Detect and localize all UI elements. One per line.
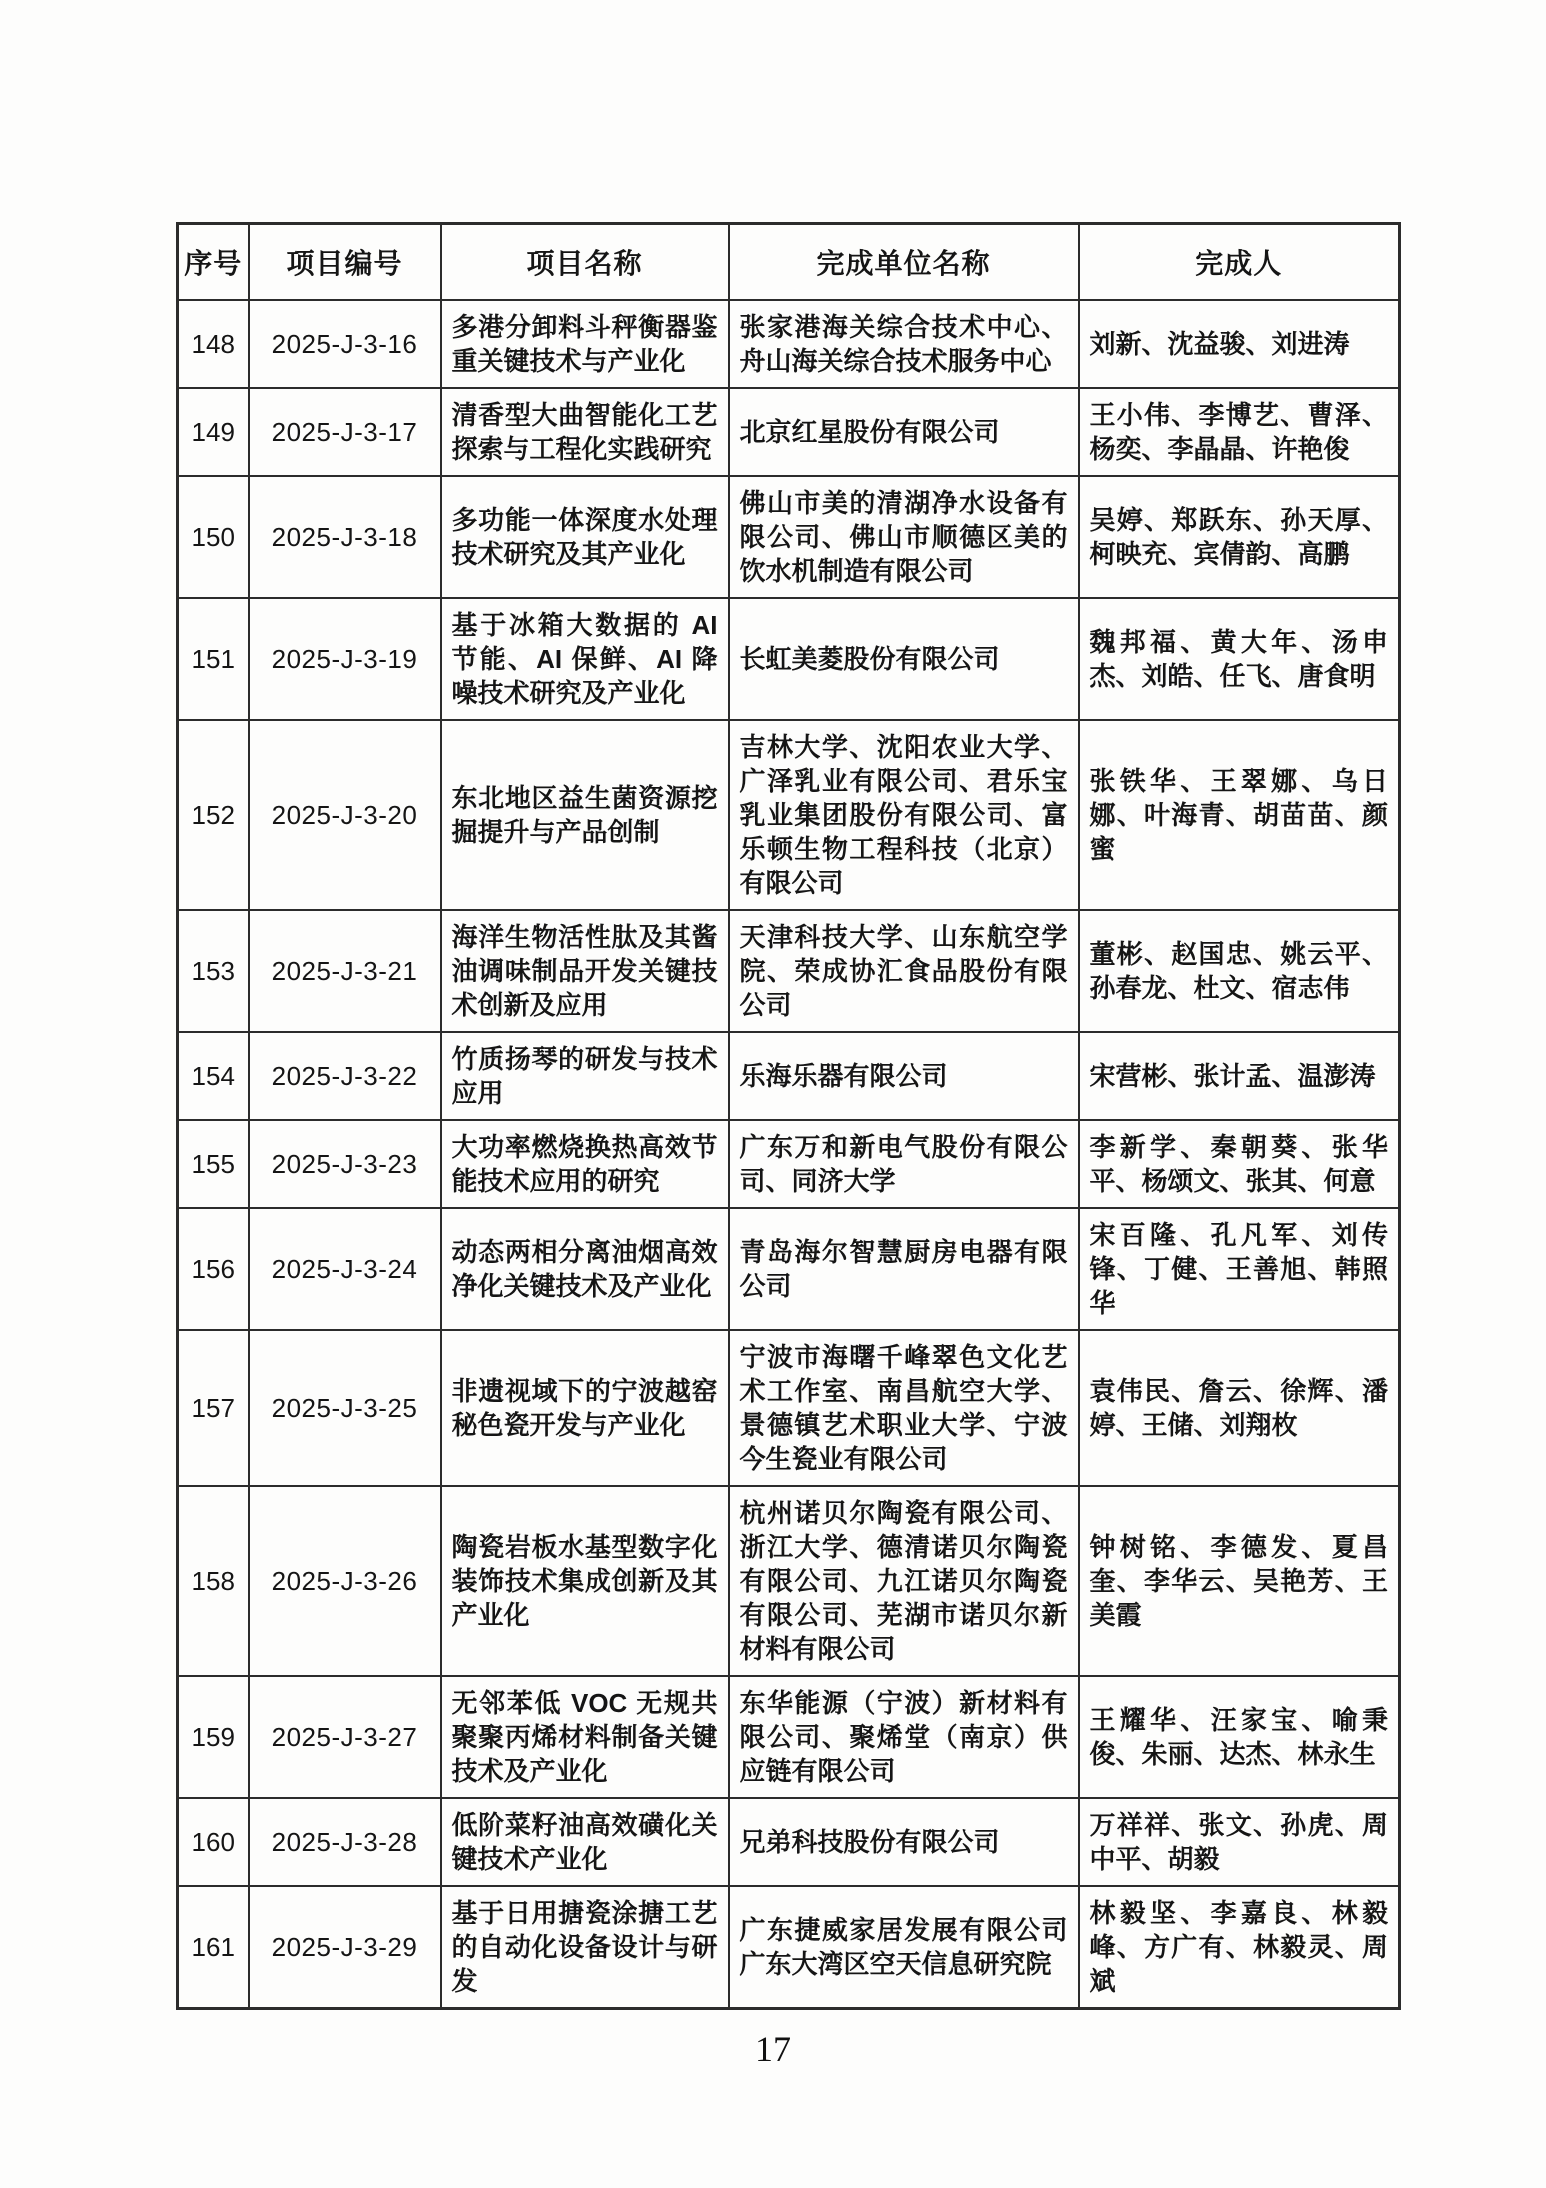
cell-code: 2025-J-3-28 <box>249 1798 441 1886</box>
cell-people: 董彬、赵国忠、姚云平、孙春龙、杜文、宿志伟 <box>1079 910 1400 1032</box>
cell-people: 魏邦福、黄大年、汤申杰、刘皓、任飞、唐食明 <box>1079 598 1400 720</box>
cell-name: 东北地区益生菌资源挖掘提升与产品创制 <box>441 720 729 910</box>
cell-code: 2025-J-3-25 <box>249 1330 441 1486</box>
cell-code: 2025-J-3-22 <box>249 1032 441 1120</box>
cell-org: 广东捷威家居发展有限公司广东大湾区空天信息研究院 <box>729 1886 1079 2009</box>
cell-people: 钟树铭、李德发、夏昌奎、李华云、吴艳芳、王美霞 <box>1079 1486 1400 1676</box>
page-number: 17 <box>755 2029 791 2069</box>
cell-people: 李新学、秦朝葵、张华平、杨颂文、张其、何意 <box>1079 1120 1400 1208</box>
cell-name: 陶瓷岩板水基型数字化装饰技术集成创新及其产业化 <box>441 1486 729 1676</box>
cell-seq: 149 <box>178 388 249 476</box>
cell-name: 竹质扬琴的研发与技术应用 <box>441 1032 729 1120</box>
cell-seq: 150 <box>178 476 249 598</box>
table-row <box>178 388 1400 476</box>
cell-code: 2025-J-3-20 <box>249 720 441 910</box>
cell-seq: 159 <box>178 1676 249 1798</box>
column-header-org: 完成单位名称 <box>729 224 1079 301</box>
cell-code: 2025-J-3-18 <box>249 476 441 598</box>
cell-name: 基于冰箱大数据的 AI 节能、AI 保鲜、AI 降噪技术研究及产业化 <box>441 598 729 720</box>
cell-code: 2025-J-3-27 <box>249 1676 441 1798</box>
cell-org: 广东万和新电气股份有限公司、同济大学 <box>729 1120 1079 1208</box>
table-row <box>178 910 1400 1032</box>
cell-seq: 158 <box>178 1486 249 1676</box>
cell-code: 2025-J-3-17 <box>249 388 441 476</box>
table-row <box>178 1330 1400 1486</box>
cell-name: 多港分卸料斗秤衡器鉴重关键技术与产业化 <box>441 300 729 388</box>
cell-seq: 148 <box>178 300 249 388</box>
cell-people: 万祥祥、张文、孙虎、周中平、胡毅 <box>1079 1798 1400 1886</box>
cell-people: 王耀华、汪家宝、喻秉俊、朱丽、达杰、林永生 <box>1079 1676 1400 1798</box>
table-row <box>178 1486 1400 1676</box>
cell-name: 海洋生物活性肽及其酱油调味制品开发关键技术创新及应用 <box>441 910 729 1032</box>
cell-seq: 154 <box>178 1032 249 1120</box>
cell-org: 天津科技大学、山东航空学院、荣成协汇食品股份有限公司 <box>729 910 1079 1032</box>
cell-people: 张铁华、王翠娜、乌日娜、叶海青、胡苗苗、颜蜜 <box>1079 720 1400 910</box>
table-row <box>178 1032 1400 1120</box>
cell-seq: 155 <box>178 1120 249 1208</box>
cell-code: 2025-J-3-21 <box>249 910 441 1032</box>
cell-people: 吴婷、郑跃东、孙天厚、柯映充、宾倩韵、高鹏 <box>1079 476 1400 598</box>
table-row <box>178 300 1400 388</box>
cell-name: 基于日用搪瓷涂搪工艺的自动化设备设计与研发 <box>441 1886 729 2009</box>
cell-people: 林毅坚、李嘉良、林毅峰、方广有、林毅灵、周斌 <box>1079 1886 1400 2009</box>
cell-seq: 151 <box>178 598 249 720</box>
cell-name: 动态两相分离油烟高效净化关键技术及产业化 <box>441 1208 729 1330</box>
cell-org: 青岛海尔智慧厨房电器有限公司 <box>729 1208 1079 1330</box>
cell-seq: 157 <box>178 1330 249 1486</box>
cell-people: 袁伟民、詹云、徐辉、潘婷、王储、刘翔枚 <box>1079 1330 1400 1486</box>
table-row <box>178 720 1400 910</box>
cell-code: 2025-J-3-29 <box>249 1886 441 2009</box>
table-row <box>178 1886 1400 2009</box>
cell-seq: 161 <box>178 1886 249 2009</box>
cell-seq: 156 <box>178 1208 249 1330</box>
awards-table <box>176 222 1401 2010</box>
table-row <box>178 1208 1400 1330</box>
cell-code: 2025-J-3-26 <box>249 1486 441 1676</box>
cell-code: 2025-J-3-23 <box>249 1120 441 1208</box>
table-header-row <box>178 224 1400 301</box>
cell-name: 多功能一体深度水处理技术研究及其产业化 <box>441 476 729 598</box>
cell-seq: 160 <box>178 1798 249 1886</box>
cell-people: 王小伟、李博艺、曹泽、杨奕、李晶晶、许艳俊 <box>1079 388 1400 476</box>
column-header-name: 项目名称 <box>441 224 729 301</box>
cell-name: 低阶菜籽油高效磺化关键技术产业化 <box>441 1798 729 1886</box>
cell-org: 宁波市海曙千峰翠色文化艺术工作室、南昌航空大学、景德镇艺术职业大学、宁波今生瓷业有限公司 <box>729 1330 1079 1486</box>
cell-org: 长虹美菱股份有限公司 <box>729 598 1079 720</box>
cell-people: 宋营彬、张计孟、温澎涛 <box>1079 1032 1400 1120</box>
cell-name: 大功率燃烧换热高效节能技术应用的研究 <box>441 1120 729 1208</box>
cell-org: 兄弟科技股份有限公司 <box>729 1798 1079 1886</box>
cell-seq: 152 <box>178 720 249 910</box>
cell-name: 清香型大曲智能化工艺探索与工程化实践研究 <box>441 388 729 476</box>
cell-people: 刘新、沈益骏、刘进涛 <box>1079 300 1400 388</box>
cell-name: 非遗视域下的宁波越窑秘色瓷开发与产业化 <box>441 1330 729 1486</box>
cell-code: 2025-J-3-24 <box>249 1208 441 1330</box>
table-row <box>178 476 1400 598</box>
table-row <box>178 598 1400 720</box>
cell-org: 杭州诺贝尔陶瓷有限公司、浙江大学、德清诺贝尔陶瓷有限公司、九江诺贝尔陶瓷有限公司、芜湖市诺贝尔新材料有限公司 <box>729 1486 1079 1676</box>
cell-org: 乐海乐器有限公司 <box>729 1032 1079 1120</box>
column-header-seq: 序号 <box>178 224 249 301</box>
table-row <box>178 1676 1400 1798</box>
table-row <box>178 1120 1400 1208</box>
cell-code: 2025-J-3-19 <box>249 598 441 720</box>
cell-people: 宋百隆、孔凡军、刘传锋、丁健、王善旭、韩照华 <box>1079 1208 1400 1330</box>
cell-org: 张家港海关综合技术中心、舟山海关综合技术服务中心 <box>729 300 1079 388</box>
cell-org: 吉林大学、沈阳农业大学、广泽乳业有限公司、君乐宝乳业集团股份有限公司、富乐顿生物工程科技（北京）有限公司 <box>729 720 1079 910</box>
table-row <box>178 1798 1400 1886</box>
cell-org: 佛山市美的清湖净水设备有限公司、佛山市顺德区美的饮水机制造有限公司 <box>729 476 1079 598</box>
cell-name: 无邻苯低 VOC 无规共聚聚丙烯材料制备关键技术及产业化 <box>441 1676 729 1798</box>
cell-seq: 153 <box>178 910 249 1032</box>
table-body <box>178 300 1400 2009</box>
column-header-people: 完成人 <box>1079 224 1400 301</box>
cell-org: 北京红星股份有限公司 <box>729 388 1079 476</box>
cell-org: 东华能源（宁波）新材料有限公司、聚烯堂（南京）供应链有限公司 <box>729 1676 1079 1798</box>
column-header-code: 项目编号 <box>249 224 441 301</box>
cell-code: 2025-J-3-16 <box>249 300 441 388</box>
